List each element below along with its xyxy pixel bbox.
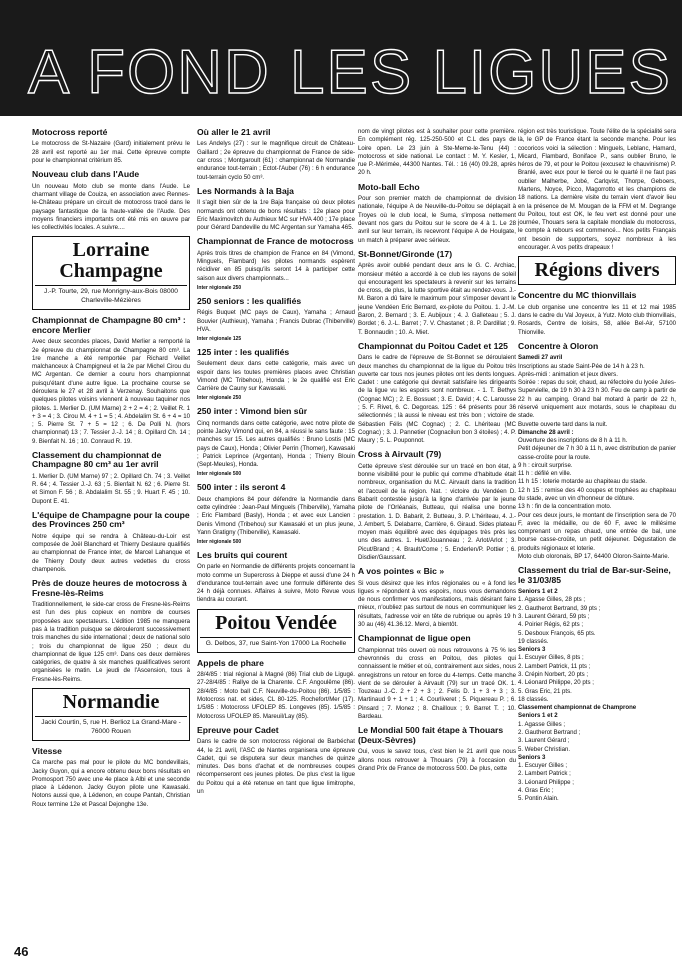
- article-title: Les bruits qui courent: [197, 549, 288, 560]
- article-text: Dans le cadre de son motocross régional de Barbéchat 44, le 21 avril, l'ASC de Nantes organisera une épreuve Cadet, qui se disputera sur deux manches de quinze minutes. Des bons d'achat et de nombreuses coupes récompenseront ces jeunes pilotes. De plus c'est la ligue du Poitou qui a été retenue en tant que ligue limitrophe, un: [197, 738, 355, 795]
- result-line: 4. Poirier Régis, 62 pts ;: [518, 621, 584, 629]
- article-title: Les Normands à la Baja: [197, 185, 294, 196]
- schedule-line: Moto club oloronais, BP 17, 64400 Oloron-Sainte-Marie.: [518, 553, 670, 560]
- article-title: Concentre à Oloron: [518, 340, 599, 351]
- result-line: 3. Laurent Gérard ;: [518, 737, 570, 745]
- result-line: 5. Pontin Alain.: [518, 795, 559, 803]
- article-text: Oui, vous le savez tous, c'est bien le 21 avril que nous allons nous retrouver à Thouars (79) à l'occasion du Grand Prix de France de motocross 500. De plus, cette: [358, 748, 516, 772]
- article-text: Les Andelys (27) : sur le magnifique circuit de Château-Gaillard ; 2e épreuve du championnat de France de side-car cross ; Montgaroult (61) : championnat de Normandie endurance tout-terrain ; Ectot-l'Auber (76) : 6 h endurance tout-terrain cyclo 50 cm³.: [197, 140, 355, 181]
- article-title: Où aller le 21 avril: [197, 128, 271, 137]
- schedule-line: Après-midi : animation et jeux divers.: [518, 370, 618, 378]
- article-text: Le motocross de St-Nazaire (Gard) initialement prévu le 28 avril est reporté au 1er mai. Cette épreuve compte pour le championnat critérium 85.: [32, 140, 190, 165]
- result-line: Seniors 1 et 2: [518, 588, 558, 596]
- article-title: Nouveau club dans l'Aude: [32, 169, 140, 180]
- article-text: Championnat très ouvert où nous retrouvons à 75 % les chevronnés du cross en Poitou, des pilotes qui connaissent le métier et où, contrairement aux sides, nous enregistrons un retour en force du 4-temps. Cette manche vient de se dérouler à Airvault (79) sur un tracé OK. 1. Touzeau J.-C. 2 + 2 + 3 ; 2. Felis D. 1 + 3 + 3 ; 3. Martinaud 9 + 1 + 1 ; 4. Courliveret ; 5. Piquereau P. ; 6. Pinsard ; 7. Monez ; 8. Chailloux ; 9. Barret T. ; 10. Bardeau.: [358, 646, 516, 721]
- article-title: Vitesse: [32, 745, 62, 756]
- article-text: Le club organise une concentre les 11 et 12 mai 1985 dans le cadre du Val Joyeux, à Yutz. Moto club thionvillais, Rosards, Centre de loisirs, 58, allée Bel-Air, 57100 Thionville.: [518, 303, 676, 336]
- schedule-line: 11 h : défilé en ville.: [518, 470, 572, 478]
- article-title: Championnat de France de motocross: [197, 236, 354, 247]
- article-title: Motocross reporté: [32, 128, 108, 137]
- article-title: St-Bonnet/Gironde (17): [358, 248, 453, 259]
- section-kicker: Inter régionale 500: [197, 471, 242, 478]
- result-line: 3. Laurent Gérard, 59 pts ;: [518, 613, 590, 621]
- section-kicker: Inter régionale 250: [197, 285, 242, 292]
- region-title: Lorraine Champagne: [59, 239, 163, 283]
- article-title: Le Mondial 500 fait étape à Thouars (Deux-Sèvres): [358, 725, 504, 745]
- article-text: Après avoir oublié pendant deux ans le G. C. Archiac, monsieur météo a accordé à ce club les rayons de soleil qui encouragent les spectateurs à revenir sur les terrains de cross, de plus, la lutte sportive était au rendez-vous. J.-M. Baron a dû faire le maximum pour s'imposer devant le jeune Vendéen Eric Bernard, ex-pilote du Poitou. 1. J.-M. Baron, 2. Bernard ; 3. E. Aubijoux ; 4. J. Galleteau ; 5. J. Bordet ; 6. J.-L. Barret ; 7. V. Chastanet ; 8. P. Dardillat ; 9. T. Bonnaudin ; 10. A. Miet.: [358, 262, 516, 336]
- article-text: Seulement deux dans cette catégorie, mais avec un espoir dans les toutes premières places avec Christian Vimond (MC Tribehou), Honda ; le 2e qualifié est Eric Carrière de Cauny sur Kawasaki.: [197, 360, 355, 393]
- result-line: 3. Crépin Norbert, 20 pts ;: [518, 671, 589, 678]
- article-title: L'équipe de Champagne pour la coupe des Provinces 250 cm³: [32, 509, 190, 530]
- article-text: Cinq normands dans cette catégorie, avec notre pilote de pointe Jacky Vimond qui, en 84, a réussi le sans faute : 15 manches sur 15. Les autres qualifiés : Bruno Lostis (MC pays de Caux), Honda ; Olivier Perrin (Thomer), Kawasaki ; Patrick Leprince (Argentan), Honda ; Thierry Blouin (Sept-Meules), Honda.: [197, 419, 355, 469]
- result-line: Seniors 1 et 2: [518, 712, 558, 720]
- oloron-schedule: [518, 354, 676, 561]
- result-line: 3. Léonard Philippe ;: [518, 778, 574, 786]
- result-line: 4. Léonard Philippe, 20 pts ;: [518, 679, 594, 687]
- region-address: G. Delbos, 37, rue Saint-Yon 17000 La Rochelle: [200, 637, 352, 649]
- article-text: Ca marche pas mal pour le pilote du MC bondevillais, Jacky Guyon, qui a encore obtenu deux bons résultats en Promosport 750 avec une 4e place à Albi et une seconde place à Lédenon. Jacky Guyon pilote une Kawasaki. Notons aussi que, à Lédenon, en coupe Pantah, Christian Roux termine 12e et Pascal Dejonghe 13e.: [32, 759, 190, 808]
- schedule-line: 11 h 15 : loterie motarde au chapiteau du stade.: [518, 478, 647, 486]
- section-kicker: Inter régionale 125: [197, 336, 242, 343]
- article-title: Classement du trial de Bar-sur-Seine, le 31/03/85: [518, 565, 671, 585]
- region-box-normandie: [32, 688, 190, 741]
- result-line: 2. Gautherot Bertrand ;: [518, 728, 581, 736]
- column-4: [518, 128, 676, 936]
- region-box-poitou: [197, 609, 355, 653]
- article-text: Si vous désirez que les infos régionales ou « à fond les ligues » répondent à vos espoirs, nous vous demandons de nous confirmer vos manifestations, mais désirant faire mieux, n'oubliez pas surtout de nous en communiquer les résultats, l'adresse voir en tête de rubrique ou après 19 h 30 au (46) 41.36.12. Merci, à bientôt.: [358, 579, 516, 629]
- article-title: 250 inter : Vimond bien sûr: [197, 406, 308, 417]
- article-text: nom de vingt pilotes est à souhaiter pour cette première. En complément rég. 125-250-500 et C.L des pays de Loire open. Le 23 juin à Ste-Meme-le-Tenu (44) : motocross et side national. Le contact : M. Y. Kesler, 1, rue P.-Mérimée, 44300 Nantes. Tél. : 16 (40) 09.28, après 20 h.: [358, 128, 516, 177]
- article-title: 250 seniors : les qualifiés: [197, 295, 302, 306]
- result-line: 1. Agasse Gilles ;: [518, 720, 566, 728]
- article-title: Cross à Airvault (79): [358, 449, 442, 460]
- column-2: [197, 128, 355, 936]
- article-text: région est très touristique. Toute l'élite de la spécialité sera là, le GP de France étant la seconde manche. Pour les cocoricos voici la sélection : Minguels, Leblanc, Hamard, Micard, Flambard, Boniface P., sans oublier Bruno, le héros de 79, et pour le Poitou (excusez le chauvinisme) P. Branlé, avec eux pour le tiercé ou le quarté il ne faut pas oublier Malherbe, Jobé, Carlqvist, Thorpe, Geboers, Martens, Noyce, Picco, Magorrotto et les champions de 18 nations. La dernière visite du terrain vient d'avoir lieu en la présence de M. Mougan de la FFM et M. Degrange du Poitou, tout est OK, le feu vert est donné pour une journée, Thouars sera la capitale mondiale du motocross, le compte à rebours est commencé... Nos petits Français ont besoin de supporters, soyez nombreux à les encourager. A vos petits drapeaux !: [518, 128, 676, 251]
- result-line: 2. Lambert Patrick ;: [518, 770, 571, 778]
- column-3: [358, 128, 516, 936]
- page-number: 46: [14, 944, 29, 959]
- region-title: Régions divers: [534, 259, 660, 282]
- result-line: Classement championnat de Champrone: [518, 704, 637, 712]
- schedule-line: Petit déjeuner de 7 h 30 à 11 h, avec distribution de panier casse-croûte pour la route.: [518, 445, 676, 461]
- article-title: Championnat de Champagne 80 cm³ : encore Merlier: [32, 315, 186, 335]
- column-1: [32, 128, 190, 936]
- page-title: A FOND LES LIGUES: [28, 38, 672, 107]
- result-line: 5. Desboux François, 65 pts.: [518, 629, 596, 637]
- result-line: 2. Gautherot Bertrand, 39 pts ;: [518, 604, 601, 612]
- result-line: 1. Agasse Gilles, 28 pts ;: [518, 596, 586, 604]
- article-text: Un nouveau Moto club se monte dans l'Aude. Le charmant village de Couiza, en association avec Rennes-le-Château prépare un circuit de motocross tracé dans le paysage fantastique de la haute-vallée de l'Aude. Des moyens financiers importants ont été mis en œuvre par les collectivités locales. A suivre....: [32, 182, 190, 232]
- article-text: Notre équipe qui se rendra à Château-du-Loir est composée de Joël Blanchard et Thierry Deslaure qualifiés au championnat de France inter, de Marcel Lahanque et de Thierry Douty deux autres vedettes du cross champenois.: [32, 532, 190, 573]
- result-line: 1. Escuyer Gilles ;: [518, 762, 568, 770]
- article-text: On parle en Normandie de différents projets concernant la moto comme un Supercross à Dieppe et aussi d'une 24 h d'endurance tout-terrain avec une formule différente des 24 h déjà connues. Affaires à suivre, Moto Revue vous tiendra au courant.: [197, 563, 355, 604]
- result-line: 18 classés.: [518, 695, 549, 703]
- article-text: Traditionnellement, le side-car cross de Fresne-lès-Reims est l'un des plus copieux en nombre de courses proposées aux spectateurs. L'édition 1985 ne manquera pas à la tradition puisque se dérouleront successivement trois manches du side international ; deux de national solo ; trois du championnat de ligue 250 ; deux du championnat de ligue 125 cm³. Dans ces deux dernières catégories, de quatre à six manches qualificatives seront organisées le matin. Le jeudi de l'Ascension, tous à Fresne-lès-Reims.: [32, 601, 190, 683]
- region-box-lorraine: [32, 236, 190, 310]
- region-title: Normandie: [62, 690, 160, 713]
- article-title: 125 inter : les qualifiés: [197, 346, 290, 357]
- schedule-line: Ouverture des inscriptions de 8 h à 11 h.: [518, 437, 628, 445]
- article-title: A vos pointes « Bic »: [358, 566, 445, 577]
- result-line: 19 classés.: [518, 637, 549, 645]
- result-line: 5. Gras Eric, 21 pts.: [518, 687, 572, 695]
- schedule-line: Pour ces deux jours, le montant de l'inscription sera de 70 F, avec la médaille, ou de 60 F, avec le millésime comprenant un repas chaud, une entrée de bal, une bourse casse-croûte, un petit déjeuner. Dégustation de produits régionaux et loterie.: [518, 511, 676, 552]
- result-line: 1. Escuyer Gilles, 8 pts ;: [518, 654, 584, 662]
- section-kicker: Inter régionale 250: [197, 395, 242, 402]
- result-line: 4. Gras Eric ;: [518, 786, 554, 794]
- article-text: Cette épreuve s'est déroulée sur un tracé en bon état, à bonne visibilité pour le public qui comme d'habitude était nombreux, organisation du M.C. Airvault dans la tradition et l'accueil de la région. Nat. : victoire du Vendéen D. Babarit contestée jusqu'à la ligne d'arrivée par le jeune pilote de l'Orléanais, Butteau, qui réalisa une bonne prestation. 1. D. Babarit, 2. Butteau, 3. P. L'hériteau, 4. J.-J. Ambert, 5. Delabarre, Carrière, 6. Giraud. Sides plateau moyen mais équilibré avec des équipages très près les uns des autres. 1. Huet/Jouanneau ; 2. Arlot/Arlot ; 3. Picut/Brand ; 4. Brault/Come ; 5. Enderlen/P. Pottier ; 6. Disdier/Gaussant.: [358, 462, 516, 561]
- article-text: Avec deux secondes places, David Merlier a remporté la 2e épreuve du championnat de Champagne 80 cm³. La 1re manche a été remportée par Richard Veillet malchanceux à Champigneul et la 2e par Michel Cirou du MC Argentan. Ce dernier a couru hors championnat puisqu'étant d'une autre ligue. La prochaine course se déroulera le 27 et 28 avril à Verzenay. Souhaitons que quelques pilotes voisins viennent à nouveau taquiner nos pilotes. 1. Merlier D. (UM Marne) 2 + 2 = 4 ; 2. Veillet R. 1 + 3 = 4 ; 3. Cirou M. 4 + 1 = 5 ; 4. Abdelalim St. 6 + 4 = 10 ; 5. Pierre St. 7 + 5 = 12 ; 6. De Polli N. (hors championnat) 13 ; 7. Tessier J.-J. 14 ; 8. Opillard Ch. 14 ; 9. Bienfait N. 16 ; 10. Conraud R. 19.: [32, 338, 190, 445]
- result-line: 5. Weber Christian.: [518, 745, 571, 753]
- schedule-line: Soirée : repas du soir, chaud, au réfectoire du lycée Jules-Supervielle, de 19 h 30 à 23 h 30. Feu de camp à partir de 22 h au camping. Grand bal motard à partir de 22 h, réservé uniquement aux motards, sous le chapiteau du stade.: [518, 379, 676, 420]
- region-address: J.-P. Tourte, 29, rue Monrigny-aux-Bois 08000 Charleville-Mézières: [35, 285, 187, 306]
- article-title: Championnat du Poitou Cadet et 125: [358, 340, 508, 351]
- schedule-line: 12 h 15 : remise des 40 coupes et trophées au chapiteau du stade, avec un vin d'honneur de clôture.: [518, 486, 676, 503]
- schedule-line: Samedi 27 avril: [518, 354, 563, 362]
- schedule-line: 9 h : circuit surprise.: [518, 461, 573, 469]
- page-header: [0, 0, 682, 116]
- article-title: Classement du championnat de Champagne 80 cm³ au 1er avril: [32, 449, 162, 470]
- article-title: Moto-ball Echo: [358, 181, 420, 192]
- article-title: Concentre du MC thionvillais: [518, 290, 637, 301]
- article-text: Régis Buquet (MC pays de Caux), Yamaha ; Arnaud Bouvier (Authieux), Yamaha ; Francis Dubrac (Thiberville) HVA.: [197, 309, 355, 333]
- article-text: Pour son premier match de championnat de division nationale, l'équipe A de Neuville-du-Poitou se déplaçait à Troyes où le club local, le Suma, s'imposa nettement devant nos gars du Poitou sur le score de 4 à 1. Le 28 avril sur leur terrain, ils recevront l'équipe A de Houlgate, un match à préparer avec sérieux.: [358, 195, 516, 244]
- result-line: 2. Lambert Patrick, 11 pts ;: [518, 662, 591, 670]
- region-box-divers: [518, 256, 676, 285]
- region-address: Jacki Courtin, 5, rue H. Berlioz La Grand-Mare - 76000 Rouen: [35, 716, 187, 737]
- article-text: Dans le cadre de l'épreuve de St-Bonnet se déroulaient deux manches du championnat de la ligue du Poitou très ouverte car tous nos jeunes pilotes ont les dents longues. Cadet : une catégorie qui devrait satisfaire les dirigeants de la ligue vu les espoirs sont nombreux. - 1. T. Bethys (Cognac MC) ; 2. E. Bossuet ; 3. E. David ; 4. C. Larousse ; 5. F. Rivet, 6. C. Degorcas. 125 : 64 présents pour 36 sélectionnés ; là aussi le niveau est très bon ; victoire de Sébastien Félis (MC Cognac) ; 2. C. Lhériteau (MC Cognac) ; 3. J. Pannetier (Cognacilun bon 3 étoiles) ; 4. P. Maury ; 5. L. Pouponnot.: [358, 354, 516, 445]
- schedule-line: Dimanche 28 avril :: [518, 428, 574, 436]
- result-line: Seniors 3: [518, 646, 546, 654]
- article-title: Appels de phare: [197, 657, 264, 668]
- article-title: Près de douze heures de motocross à Fresne-lès-Reims: [32, 578, 187, 598]
- article-text: Après trois titres de champion de France en 84 (Vimond, Minguels, Flambard) les pilotes normands espèrent récidiver en 85 puisqu'ils seront 14 à participer cette saison aux divers championnats...: [197, 249, 355, 282]
- schedule-line: 13 h : fin de la concentration moto.: [518, 503, 612, 511]
- article-title: Championnat de ligue open: [358, 633, 471, 644]
- section-kicker: Inter régionale 500: [197, 539, 242, 546]
- trial-results: [518, 588, 676, 803]
- schedule-line: Inscriptions au stade Saint-Pée de 14 h à 23 h.: [518, 362, 645, 370]
- result-line: Seniors 3: [518, 753, 546, 761]
- region-title: Poitou Vendée: [215, 611, 337, 634]
- article-text: Il s'agit bien sûr de la 1re Baja française où deux pilotes normands ont obtenu de bons résultats : 12e place pour Eric Maximovitch du Authieux MC sur HVA 400 ; 17e place pour Gérard Dandeville du MC Argentan sur Yamaha 465.: [197, 199, 355, 232]
- article-text: Deux champions 84 pour défendre la Normandie dans cette cylindrée : Jean-Paul Minguels (Thiberville), Yamaha ; Eric Flambard (Basly), Honda ; et avec eux Lancien : Denis Vimond (Tribehou) sur Kawasaki et un plus jeune, Yann Gratigny (Thiberville), Kawasaki.: [197, 495, 355, 536]
- schedule-line: Buvette ouverte tard dans la nuit.: [518, 420, 608, 428]
- article-title: Epreuve pour Cadet: [197, 724, 279, 735]
- article-text: 28/4/85 : trial régional à Magné (86) Trial club de Ligugé. 27-28/4/85 : Rallye de la Charente. C.F. Angoulême (86). 28/4/85 : Moto ball C.F. Neuville-du-Poitou (86). 1/5/85 : Motocross nat. et sides, CL 80-125. Rochefort/Mer (17). 1/5/85 : Motocross UFOLEP 85. Longeves (85). 1/5/85 : Motocross UFOLEP 85. Mareuil/Lay (85).: [197, 671, 355, 720]
- article-text: 1. Merlier D. (UM Marne) 97 ; 2. Opillard Ch. 74 ; 3. Veillet R. 64 ; 4. Tessier J.-J. 63 ; 5. Bienfait N. 62 ; 6. Pierre St. et Simon F. 56 ; 8. Abdalalim St. 55 ; 9. Huart F. 45 ; 10. Dupont E. 41.: [32, 472, 190, 505]
- article-title: 500 inter : ils seront 4: [197, 482, 286, 493]
